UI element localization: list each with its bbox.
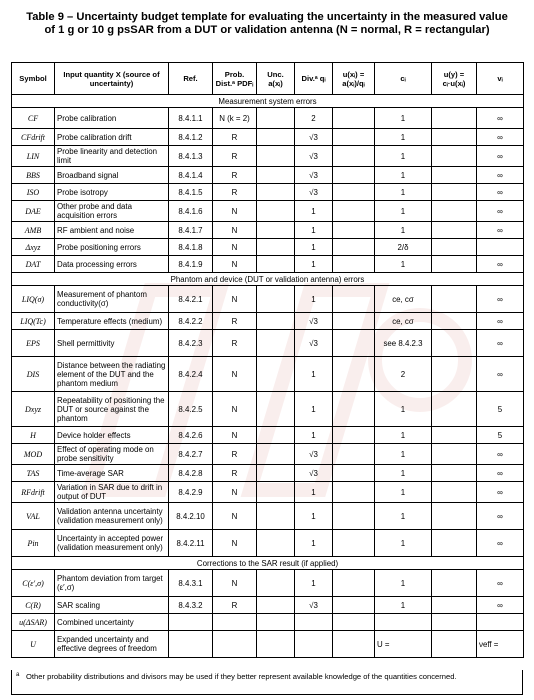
cell-ref: 8.4.2.1 bbox=[169, 286, 213, 313]
cell-symbol: U bbox=[12, 631, 55, 658]
cell-uy bbox=[432, 357, 477, 392]
cell-ux bbox=[333, 357, 375, 392]
cell-ref: 8.4.1.8 bbox=[169, 239, 213, 256]
cell-unc bbox=[257, 129, 295, 146]
cell-vi: ∞ bbox=[477, 108, 524, 129]
cell-div: 1 bbox=[295, 201, 333, 222]
table-row bbox=[12, 167, 524, 184]
cell-pdf: R bbox=[213, 444, 257, 465]
cell-div: √3 bbox=[295, 330, 333, 357]
cell-symbol: Dxyz bbox=[12, 392, 55, 427]
cell-ref: 8.4.1.6 bbox=[169, 201, 213, 222]
cell-pdf: N bbox=[213, 239, 257, 256]
cell-ci: 1 bbox=[375, 108, 432, 129]
cell-ux bbox=[333, 482, 375, 503]
cell-uy bbox=[432, 530, 477, 557]
cell-vi: ∞ bbox=[477, 530, 524, 557]
cell-vi: ∞ bbox=[477, 129, 524, 146]
cell-input: Device holder effects bbox=[55, 427, 169, 444]
cell-div: 1 bbox=[295, 503, 333, 530]
table-row bbox=[12, 313, 524, 330]
cell-ci: 1 bbox=[375, 570, 432, 597]
cell-div: √3 bbox=[295, 444, 333, 465]
cell-symbol: DAE bbox=[12, 201, 55, 222]
cell-vi: ∞ bbox=[477, 167, 524, 184]
cell-unc bbox=[257, 313, 295, 330]
cell-ref: 8.4.1.2 bbox=[169, 129, 213, 146]
uncertainty-budget-table bbox=[11, 62, 524, 658]
section-phantom: Phantom and device (DUT or validation antenna) errors bbox=[12, 273, 524, 286]
cell-input: Probe isotropy bbox=[55, 184, 169, 201]
cell-symbol: CFdrift bbox=[12, 129, 55, 146]
cell-input: Uncertainty in accepted power (validation measurement only) bbox=[55, 530, 169, 557]
cell-symbol: Δxyz bbox=[12, 239, 55, 256]
cell-ref: 8.4.2.9 bbox=[169, 482, 213, 503]
cell-vi: ∞ bbox=[477, 222, 524, 239]
cell-unc bbox=[257, 286, 295, 313]
table-row bbox=[12, 392, 524, 427]
cell-ux bbox=[333, 146, 375, 167]
cell-ux bbox=[333, 427, 375, 444]
cell-uy bbox=[432, 146, 477, 167]
header-uy: u(y) = cᵢ·u(xᵢ) bbox=[432, 63, 477, 95]
cell-ref: 8.4.2.5 bbox=[169, 392, 213, 427]
header-row bbox=[12, 63, 524, 95]
cell-ci: ce, cσ bbox=[375, 286, 432, 313]
cell-input: Phantom deviation from target (ε′,σ) bbox=[55, 570, 169, 597]
header-vi: vᵢ bbox=[477, 63, 524, 95]
cell-symbol: Pin bbox=[12, 530, 55, 557]
cell-uy bbox=[432, 313, 477, 330]
cell-ux bbox=[333, 444, 375, 465]
cell-input: Probe calibration drift bbox=[55, 129, 169, 146]
section-row bbox=[12, 273, 524, 286]
cell-pdf: R bbox=[213, 184, 257, 201]
cell-unc bbox=[257, 503, 295, 530]
cell-input: Repeatability of positioning the DUT or source against the phantom bbox=[55, 392, 169, 427]
cell-ref: 8.4.3.2 bbox=[169, 597, 213, 614]
cell-unc bbox=[257, 530, 295, 557]
cell-vi: ∞ bbox=[477, 357, 524, 392]
section-corrections: Corrections to the SAR result (if applied) bbox=[12, 557, 524, 570]
cell-ux bbox=[333, 392, 375, 427]
table-row bbox=[12, 146, 524, 167]
cell-ux bbox=[333, 129, 375, 146]
cell-uy bbox=[432, 570, 477, 597]
cell-pdf: N bbox=[213, 201, 257, 222]
cell-input: Probe linearity and detection limit bbox=[55, 146, 169, 167]
cell-vi: ∞ bbox=[477, 597, 524, 614]
cell-input: RF ambient and noise bbox=[55, 222, 169, 239]
cell-div: √3 bbox=[295, 597, 333, 614]
cell-input: Measurement of phantom conductivity(σ) bbox=[55, 286, 169, 313]
cell-uy bbox=[432, 201, 477, 222]
cell-vi: ∞ bbox=[477, 444, 524, 465]
cell-uy bbox=[432, 444, 477, 465]
cell-pdf: N bbox=[213, 256, 257, 273]
table-row bbox=[12, 357, 524, 392]
cell-vi bbox=[477, 239, 524, 256]
header-ux: u(xᵢ) = a(xᵢ)/qᵢ bbox=[333, 63, 375, 95]
table-row bbox=[12, 108, 524, 129]
cell-empty bbox=[257, 631, 295, 658]
cell-pdf: N bbox=[213, 286, 257, 313]
cell-input: Broadband signal bbox=[55, 167, 169, 184]
table-row bbox=[12, 330, 524, 357]
cell-veff: νeff = bbox=[477, 631, 524, 658]
cell-ux bbox=[333, 570, 375, 597]
cell-uy bbox=[432, 597, 477, 614]
cell-ref: 8.4.1.3 bbox=[169, 146, 213, 167]
cell-uy bbox=[432, 330, 477, 357]
cell-unc bbox=[257, 146, 295, 167]
cell-input: Shell permittivity bbox=[55, 330, 169, 357]
cell-vi: 5 bbox=[477, 427, 524, 444]
cell-ref: 8.4.2.7 bbox=[169, 444, 213, 465]
cell-input: Variation in SAR due to drift in output of DUT bbox=[55, 482, 169, 503]
cell-ref: 8.4.2.4 bbox=[169, 357, 213, 392]
cell-symbol: MOD bbox=[12, 444, 55, 465]
cell-input: Time-average SAR bbox=[55, 465, 169, 482]
cell-ref: 8.4.2.6 bbox=[169, 427, 213, 444]
table-row bbox=[12, 597, 524, 614]
cell-input: Effect of operating mode on probe sensitivity bbox=[55, 444, 169, 465]
cell-div: √3 bbox=[295, 146, 333, 167]
cell-symbol: LIQ(Tc) bbox=[12, 313, 55, 330]
cell-empty bbox=[213, 631, 257, 658]
cell-ref: 8.4.3.1 bbox=[169, 570, 213, 597]
cell-empty bbox=[333, 631, 375, 658]
cell-unc bbox=[257, 222, 295, 239]
cell-ci: 1 bbox=[375, 184, 432, 201]
cell-unc bbox=[257, 597, 295, 614]
cell-uy bbox=[432, 482, 477, 503]
table-row bbox=[12, 286, 524, 313]
cell-empty bbox=[213, 614, 257, 631]
cell-vi: ∞ bbox=[477, 286, 524, 313]
cell-uy bbox=[432, 427, 477, 444]
cell-ux bbox=[333, 256, 375, 273]
cell-uy bbox=[432, 286, 477, 313]
cell-ref: 8.4.1.4 bbox=[169, 167, 213, 184]
cell-symbol: C(R) bbox=[12, 597, 55, 614]
cell-ci: 1 bbox=[375, 465, 432, 482]
cell-vi: ∞ bbox=[477, 465, 524, 482]
footnote-text: Other probability distributions and divisors may be used if they better represent available knowledge of the quantities concerned. bbox=[26, 672, 457, 681]
cell-uy bbox=[432, 503, 477, 530]
cell-vi: 5 bbox=[477, 392, 524, 427]
cell-vi: ∞ bbox=[477, 503, 524, 530]
cell-ref: 8.4.2.2 bbox=[169, 313, 213, 330]
cell-empty bbox=[333, 614, 375, 631]
cell-vi: ∞ bbox=[477, 570, 524, 597]
cell-ux bbox=[333, 313, 375, 330]
cell-uy bbox=[432, 184, 477, 201]
cell-u-label: U = bbox=[375, 631, 432, 658]
cell-pdf: N bbox=[213, 503, 257, 530]
table-row bbox=[12, 482, 524, 503]
table-row bbox=[12, 444, 524, 465]
cell-input: SAR scaling bbox=[55, 597, 169, 614]
cell-div: 1 bbox=[295, 256, 333, 273]
cell-ux bbox=[333, 201, 375, 222]
cell-unc bbox=[257, 482, 295, 503]
cell-ref: 8.4.2.11 bbox=[169, 530, 213, 557]
cell-empty bbox=[169, 631, 213, 658]
cell-uy bbox=[432, 222, 477, 239]
cell-ci: 1 bbox=[375, 530, 432, 557]
cell-div: 1 bbox=[295, 570, 333, 597]
cell-ux bbox=[333, 503, 375, 530]
cell-ux bbox=[333, 239, 375, 256]
table-row bbox=[12, 530, 524, 557]
table-row bbox=[12, 201, 524, 222]
cell-ux bbox=[333, 167, 375, 184]
cell-div: 1 bbox=[295, 427, 333, 444]
cell-pdf: N bbox=[213, 427, 257, 444]
header-prob: Prob. Dist.ᵃ PDFᵢ bbox=[213, 63, 257, 95]
cell-ci: 1 bbox=[375, 503, 432, 530]
cell-vi: ∞ bbox=[477, 482, 524, 503]
header-symbol: Symbol bbox=[12, 63, 55, 95]
cell-pdf: R bbox=[213, 129, 257, 146]
cell-ref: 8.4.1.5 bbox=[169, 184, 213, 201]
cell-pdf: R bbox=[213, 465, 257, 482]
cell-vi: ∞ bbox=[477, 256, 524, 273]
header-input: Input quantity X (source of uncertainty) bbox=[55, 63, 169, 95]
cell-symbol: BBS bbox=[12, 167, 55, 184]
cell-ref: 8.4.2.8 bbox=[169, 465, 213, 482]
cell-input: Combined uncertainty bbox=[55, 614, 169, 631]
cell-input: Probe calibration bbox=[55, 108, 169, 129]
cell-symbol: u(ΔSAR) bbox=[12, 614, 55, 631]
cell-pdf: R bbox=[213, 313, 257, 330]
cell-ux bbox=[333, 530, 375, 557]
cell-ci: ce, cσ bbox=[375, 313, 432, 330]
table-row bbox=[12, 222, 524, 239]
cell-uy bbox=[432, 256, 477, 273]
cell-vi: ∞ bbox=[477, 146, 524, 167]
cell-uy bbox=[432, 239, 477, 256]
cell-pdf: R bbox=[213, 597, 257, 614]
cell-input: Distance between the radiating element of the DUT and the phantom medium bbox=[55, 357, 169, 392]
cell-ux bbox=[333, 597, 375, 614]
cell-uy bbox=[432, 465, 477, 482]
cell-uy bbox=[432, 108, 477, 129]
cell-ref: 8.4.1.7 bbox=[169, 222, 213, 239]
section-measurement: Measurement system errors bbox=[12, 95, 524, 108]
cell-ux bbox=[333, 184, 375, 201]
cell-ci: 1 bbox=[375, 222, 432, 239]
cell-div: 1 bbox=[295, 392, 333, 427]
cell-input: Validation antenna uncertainty (validation measurement only) bbox=[55, 503, 169, 530]
cell-unc bbox=[257, 108, 295, 129]
expanded-row bbox=[12, 631, 524, 658]
cell-div: 2 bbox=[295, 108, 333, 129]
cell-vi: ∞ bbox=[477, 313, 524, 330]
cell-div: 1 bbox=[295, 357, 333, 392]
cell-div: 1 bbox=[295, 286, 333, 313]
table-row bbox=[12, 570, 524, 597]
table-row bbox=[12, 465, 524, 482]
cell-vi: ∞ bbox=[477, 330, 524, 357]
cell-div: √3 bbox=[295, 167, 333, 184]
cell-ref: 8.4.1.1 bbox=[169, 108, 213, 129]
cell-pdf: N bbox=[213, 570, 257, 597]
cell-ux bbox=[333, 330, 375, 357]
table-title: Table 9 – Uncertainty budget template for evaluating the uncertainty in the measured value of 1 g or 10 g psSAR from a DUT or validation antenna (N = normal, R = rectangular) bbox=[26, 11, 508, 36]
header-div: Div.ᵃ qᵢ bbox=[295, 63, 333, 95]
cell-ci: 1 bbox=[375, 201, 432, 222]
cell-empty bbox=[295, 631, 333, 658]
cell-ci: 1 bbox=[375, 129, 432, 146]
cell-unc bbox=[257, 330, 295, 357]
cell-uy bbox=[432, 392, 477, 427]
cell-unc bbox=[257, 444, 295, 465]
cell-ux bbox=[333, 108, 375, 129]
cell-ref: 8.4.2.10 bbox=[169, 503, 213, 530]
cell-empty bbox=[295, 614, 333, 631]
table-row bbox=[12, 184, 524, 201]
cell-symbol: DIS bbox=[12, 357, 55, 392]
cell-ref: 8.4.1.9 bbox=[169, 256, 213, 273]
cell-symbol: CF bbox=[12, 108, 55, 129]
cell-empty bbox=[257, 614, 295, 631]
cell-pdf: N bbox=[213, 357, 257, 392]
cell-div: √3 bbox=[295, 313, 333, 330]
cell-div: 1 bbox=[295, 482, 333, 503]
cell-div: √3 bbox=[295, 184, 333, 201]
cell-unc bbox=[257, 427, 295, 444]
cell-symbol: RFdrift bbox=[12, 482, 55, 503]
cell-symbol: LIQ(σ) bbox=[12, 286, 55, 313]
cell-symbol: DAT bbox=[12, 256, 55, 273]
cell-div: 1 bbox=[295, 530, 333, 557]
table-row bbox=[12, 503, 524, 530]
cell-unc bbox=[257, 184, 295, 201]
cell-div: 1 bbox=[295, 222, 333, 239]
cell-pdf: N (k = 2) bbox=[213, 108, 257, 129]
cell-div: √3 bbox=[295, 129, 333, 146]
cell-unc bbox=[257, 357, 295, 392]
cell-ux bbox=[333, 465, 375, 482]
cell-div: 1 bbox=[295, 239, 333, 256]
cell-unc bbox=[257, 256, 295, 273]
cell-symbol: VAL bbox=[12, 503, 55, 530]
cell-ci: 2 bbox=[375, 357, 432, 392]
cell-symbol: AMB bbox=[12, 222, 55, 239]
cell-uy bbox=[432, 129, 477, 146]
table-row bbox=[12, 129, 524, 146]
cell-vi: ∞ bbox=[477, 201, 524, 222]
cell-empty bbox=[432, 631, 477, 658]
cell-unc bbox=[257, 167, 295, 184]
cell-symbol: ISO bbox=[12, 184, 55, 201]
cell-symbol: EPS bbox=[12, 330, 55, 357]
cell-pdf: R bbox=[213, 330, 257, 357]
cell-empty bbox=[432, 614, 477, 631]
cell-empty bbox=[169, 614, 213, 631]
cell-pdf: N bbox=[213, 392, 257, 427]
cell-symbol: LIN bbox=[12, 146, 55, 167]
cell-empty bbox=[375, 614, 432, 631]
cell-div: √3 bbox=[295, 465, 333, 482]
cell-input: Probe positioning errors bbox=[55, 239, 169, 256]
cell-symbol: C(ε′,σ) bbox=[12, 570, 55, 597]
cell-pdf: N bbox=[213, 222, 257, 239]
cell-empty bbox=[477, 614, 524, 631]
header-ci: cᵢ bbox=[375, 63, 432, 95]
cell-pdf: R bbox=[213, 167, 257, 184]
cell-vi: ∞ bbox=[477, 184, 524, 201]
table-row bbox=[12, 427, 524, 444]
cell-ci: 2/δ bbox=[375, 239, 432, 256]
combined-row bbox=[12, 614, 524, 631]
cell-input: Data processing errors bbox=[55, 256, 169, 273]
cell-symbol: TAS bbox=[12, 465, 55, 482]
cell-ci: 1 bbox=[375, 427, 432, 444]
cell-symbol: H bbox=[12, 427, 55, 444]
cell-ux bbox=[333, 286, 375, 313]
cell-unc bbox=[257, 392, 295, 427]
cell-pdf: R bbox=[213, 146, 257, 167]
section-row bbox=[12, 95, 524, 108]
cell-input: Other probe and data acquisition errors bbox=[55, 201, 169, 222]
cell-ci: 1 bbox=[375, 597, 432, 614]
cell-unc bbox=[257, 239, 295, 256]
cell-ci: 1 bbox=[375, 256, 432, 273]
cell-ci: 1 bbox=[375, 167, 432, 184]
header-ref: Ref. bbox=[169, 63, 213, 95]
cell-unc bbox=[257, 570, 295, 597]
header-unc: Unc. a(xᵢ) bbox=[257, 63, 295, 95]
cell-ci: 1 bbox=[375, 146, 432, 167]
footnote-mark: a bbox=[16, 672, 20, 678]
cell-unc bbox=[257, 465, 295, 482]
cell-ci: 1 bbox=[375, 482, 432, 503]
cell-ci: 1 bbox=[375, 444, 432, 465]
cell-input: Expanded uncertainty and effective degrees of freedom bbox=[55, 631, 169, 658]
cell-uy bbox=[432, 167, 477, 184]
cell-ref: 8.4.2.3 bbox=[169, 330, 213, 357]
cell-pdf: N bbox=[213, 482, 257, 503]
footnote bbox=[11, 670, 523, 695]
table-row bbox=[12, 239, 524, 256]
table-row bbox=[12, 256, 524, 273]
cell-ci: 1 bbox=[375, 392, 432, 427]
cell-ci: see 8.4.2.3 bbox=[375, 330, 432, 357]
cell-pdf: N bbox=[213, 530, 257, 557]
cell-input: Temperature effects (medium) bbox=[55, 313, 169, 330]
cell-ux bbox=[333, 222, 375, 239]
cell-unc bbox=[257, 201, 295, 222]
section-row bbox=[12, 557, 524, 570]
